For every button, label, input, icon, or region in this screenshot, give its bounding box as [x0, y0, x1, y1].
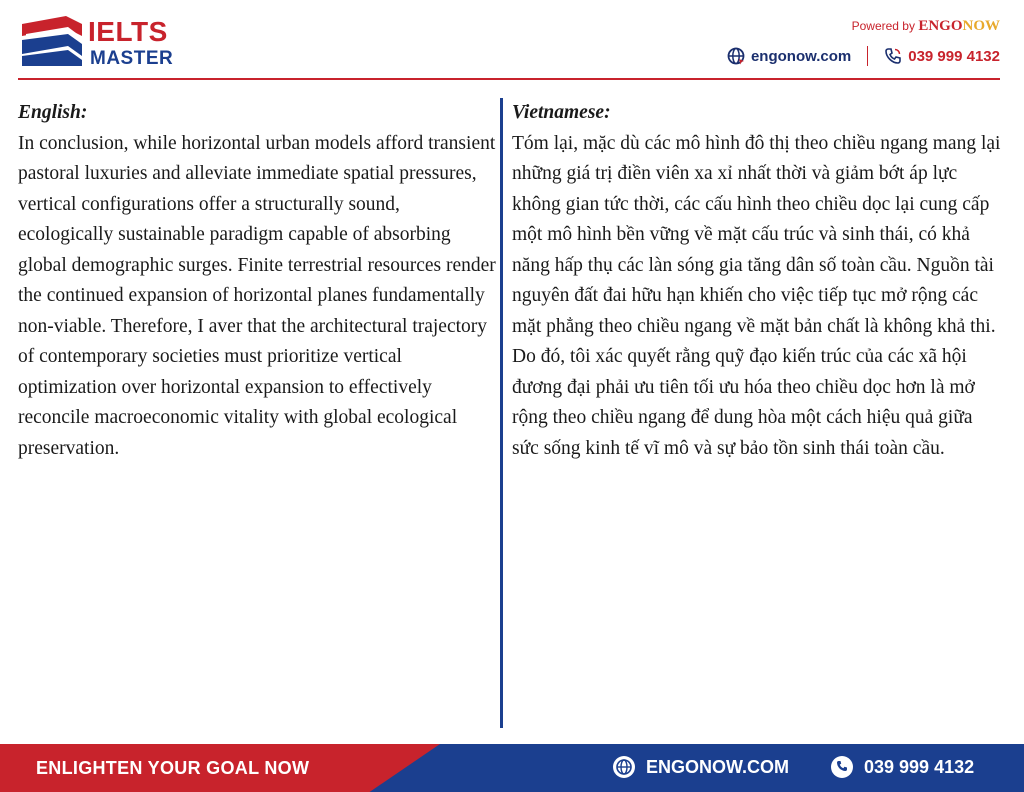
column-divider — [500, 98, 503, 728]
powered-by-prefix: Powered by — [851, 19, 919, 33]
logo-book-icon — [20, 14, 86, 66]
globe-icon — [612, 755, 636, 779]
page-header — [0, 0, 1024, 80]
phone-icon — [884, 47, 902, 65]
footer-phone-link[interactable] — [830, 755, 974, 779]
contact-divider — [867, 46, 868, 66]
globe-icon — [727, 47, 745, 65]
header-rule — [18, 78, 1000, 80]
vietnamese-text: Tóm lại, mặc dù các mô hình đô thị theo chiều ngang mang lại những giá trị điền viên xa xỉ nhất thời và giảm bớt áp lực không gian tức thời, các cấu hình theo chiều dọc lại cung cấp một mô hình bền vững về mặt cấu trúc và sinh thái, có khả năng hấp thụ các làn sóng gia tăng dân số toàn cầu. Nguồn tài nguyên đất đai hữu hạn khiến cho việc tiếp tục mở rộng các mặt phẳng theo chiều ngang về mặt bản chất là không khả thi. Do đó, tôi xác quyết rằng quỹ đạo kiến trúc của các xã hội đương đại phải ưu tiên tối ưu hóa theo chiều dọc hơn là mở rộng theo chiều ngang để dung hòa một cách hiệu quả giữa sức sống kinh tế vĩ mô và sự bảo tồn sinh thái toàn cầu. — [512, 132, 1001, 459]
logo-text-master: MASTER — [90, 48, 174, 69]
brand-part-a: ENGO — [918, 18, 963, 34]
ielts-master-logo[interactable] — [20, 14, 190, 70]
header-phone-text: 039 999 4132 — [908, 47, 1000, 65]
vietnamese-column — [512, 98, 1004, 464]
english-text: In conclusion, while horizontal urban models afford transient pastoral luxuries and alleviate immediate spatial pressures, vertical configurations offer a structurally sound, ecologically sustainable paradigm capable of absorbing global demographic surges. Finite terrestrial resources render the continued expansion of horizontal planes fundamentally non-viable. Therefore, I aver that the architectural trajectory of contemporary societies must prioritize vertical optimization over horizontal expansion to effectively reconcile macroeconomic vitality with global ecological preservation. — [18, 132, 496, 459]
powered-by-brand — [918, 18, 1000, 34]
logo-text-ielts: IELTS — [88, 16, 168, 47]
footer-phone-text: 039 999 4132 — [864, 756, 975, 777]
header-website-link[interactable] — [727, 47, 851, 65]
english-label: English: — [18, 102, 88, 123]
header-phone-link[interactable] — [884, 47, 1000, 65]
vietnamese-label: Vietnamese: — [512, 102, 611, 123]
powered-by — [852, 18, 1000, 35]
page-footer — [0, 744, 1024, 792]
footer-website-link[interactable] — [612, 755, 789, 779]
footer-tagline: ENLIGHTEN YOUR GOAL NOW — [36, 758, 310, 778]
footer-website-text: ENGONOW.COM — [646, 756, 789, 777]
phone-icon — [830, 755, 854, 779]
brand-part-b: NOW — [962, 18, 1000, 34]
english-column — [18, 98, 498, 464]
header-website-text: engonow.com — [750, 47, 852, 65]
header-contacts — [727, 45, 1000, 67]
